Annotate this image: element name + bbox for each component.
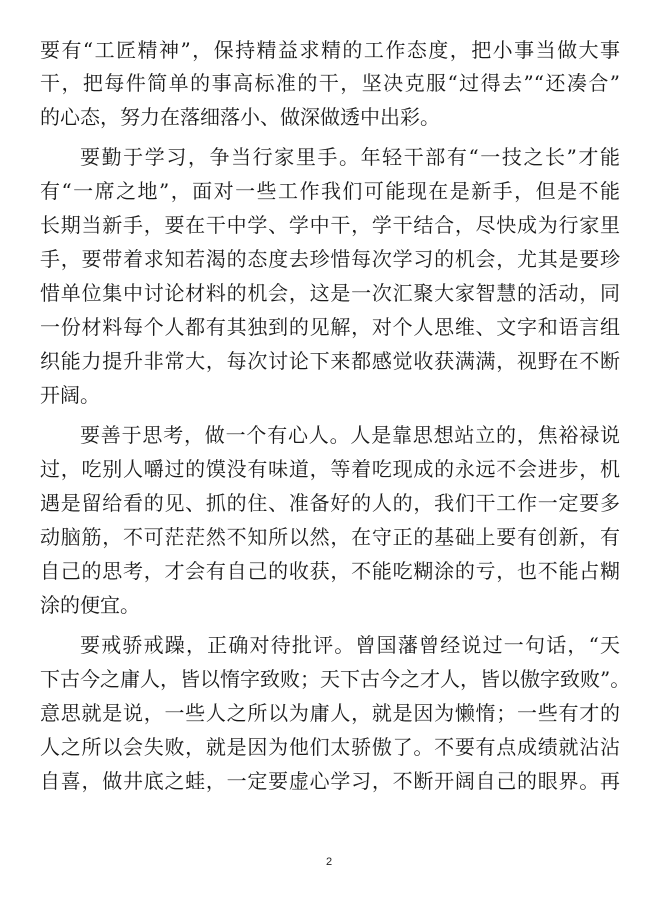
paragraph-1-line-1: 要有“工匠精神”，保持精益求精的工作态度，把小事当做大事 xyxy=(40,38,620,62)
paragraph-1-line-3: 的心态，努力在落细落小、做深做透中出彩。 xyxy=(40,105,440,129)
paragraph-2-line-7: 织能力提升非常大，每次讨论下来都感觉收获满满，视野在不断 xyxy=(40,349,620,373)
paragraph-1-line-2: 干，把每件简单的事高标准的干，坚决克服“过得去”“还凑合” xyxy=(40,71,620,95)
paragraph-2-line-8: 开阔。 xyxy=(40,383,100,407)
paragraph-2-line-2: 有“一席之地”，面对一些工作我们可能现在是新手，但是不能 xyxy=(40,179,620,203)
paragraph-4-line-5: 自喜，做井底之蛙，一定要虚心学习，不断开阔自己的眼界。再 xyxy=(40,769,620,793)
paragraph-2-line-5: 惜单位集中讨论材料的机会，这是一次汇聚大家智慧的活动，同 xyxy=(40,281,620,305)
paragraph-2-line-4: 手，要带着求知若渴的态度去珍惜每次学习的机会，尤其是要珍 xyxy=(40,247,620,271)
page-number: 2 xyxy=(325,856,333,868)
paragraph-4-line-2: 下古今之庸人，皆以惰字致败；天下古今之才人，皆以傲字致败”。 xyxy=(40,667,631,691)
paragraph-3-line-5: 自己的思考，才会有自己的收获，不能吃糊涂的亏，也不能占糊 xyxy=(40,559,620,583)
paragraph-3-line-3: 遇是留给看的见、抓的住、准备好的人的，我们干工作一定要多 xyxy=(40,491,620,515)
paragraph-3-line-2: 过，吃别人嚼过的馍没有味道，等着吃现成的永远不会进步，机 xyxy=(40,457,620,481)
paragraph-2-line-6: 一份材料每个人都有其独到的见解，对个人思维、文字和语言组 xyxy=(40,315,620,339)
paragraph-4-line-1: 要戒骄戒躁，正确对待批评。曾国藩曾经说过一句话，“天 xyxy=(80,633,620,657)
paragraph-2-line-3: 长期当新手，要在干中学、学中干，学干结合，尽快成为行家里 xyxy=(40,213,620,237)
paragraph-4-line-3: 意思就是说，一些人之所以为庸人，就是因为懒惰；一些有才的 xyxy=(40,701,620,725)
paragraph-4-line-4: 人之所以会失败，就是因为他们太骄傲了。不要有点成绩就沾沾 xyxy=(40,735,620,759)
paragraph-3-line-1: 要善于思考，做一个有心人。人是靠思想站立的，焦裕禄说 xyxy=(80,423,620,447)
paragraph-3-line-4: 动脑筋，不可茫茫然不知所以然，在守正的基础上要有创新，有 xyxy=(40,525,620,549)
paragraph-2-line-1: 要勤于学习，争当行家里手。年轻干部有“一技之长”才能 xyxy=(80,145,620,169)
paragraph-3-line-6: 涂的便宜。 xyxy=(40,593,140,617)
